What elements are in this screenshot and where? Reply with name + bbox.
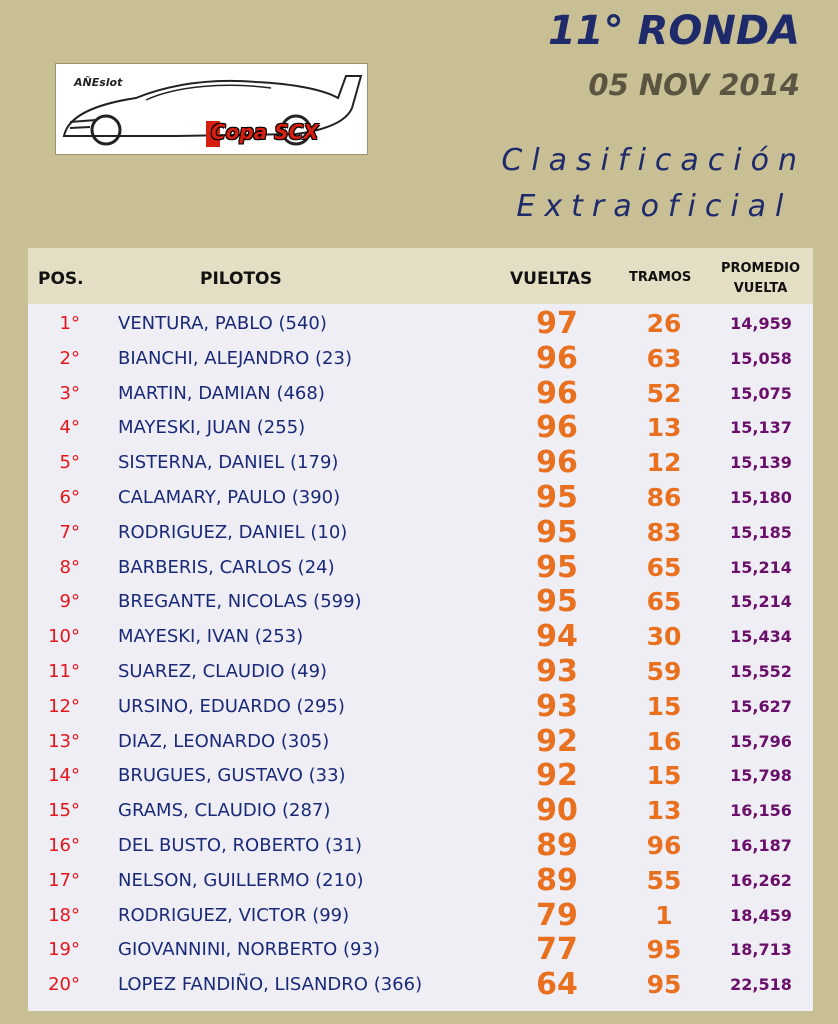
table-row bbox=[28, 585, 813, 620]
position-cell: 18° bbox=[48, 904, 80, 926]
laps-cell: 89 bbox=[536, 862, 578, 898]
sections-cell: 59 bbox=[646, 657, 682, 686]
sections-cell: 96 bbox=[646, 831, 682, 860]
lap-average-cell: 15,798 bbox=[730, 766, 792, 786]
sections-cell: 65 bbox=[646, 587, 682, 617]
brand-text: AÑEslot bbox=[74, 76, 123, 89]
table-row bbox=[28, 725, 813, 760]
position-cell: 6° bbox=[59, 487, 80, 508]
table-row bbox=[28, 620, 813, 655]
position-cell: 15° bbox=[48, 800, 80, 822]
header-pilotos: PILOTOS bbox=[200, 269, 282, 289]
lap-average-cell: 14,959 bbox=[730, 314, 792, 333]
header-promedio bbox=[708, 259, 813, 299]
table-row bbox=[28, 516, 813, 551]
pilot-name-cell: DEL BUSTO, ROBERTO (31) bbox=[118, 835, 362, 856]
lap-average-cell: 16,156 bbox=[730, 801, 792, 821]
pilot-name-cell: RODRIGUEZ, VICTOR (99) bbox=[118, 904, 350, 926]
sections-cell: 86 bbox=[646, 483, 682, 512]
sections-cell: 13 bbox=[646, 413, 682, 443]
pilot-name-cell: BIANCHI, ALEJANDRO (23) bbox=[118, 347, 352, 369]
pilot-name-cell: MAYESKI, JUAN (255) bbox=[118, 417, 306, 439]
table-row bbox=[28, 446, 813, 481]
position-cell: 20° bbox=[48, 974, 80, 996]
position-cell: 8° bbox=[59, 556, 80, 578]
lap-average-cell: 15,185 bbox=[730, 522, 792, 542]
sections-cell: 15 bbox=[646, 691, 682, 721]
pilot-name-cell: BRUGUES, GUSTAVO (33) bbox=[118, 765, 346, 787]
sections-cell: 30 bbox=[646, 622, 682, 652]
laps-cell: 96 bbox=[536, 340, 578, 376]
lap-average-cell: 16,187 bbox=[730, 836, 792, 855]
pilot-name-cell: VENTURA, PABLO (540) bbox=[118, 313, 327, 334]
table-row bbox=[28, 481, 813, 516]
laps-cell: 95 bbox=[536, 514, 578, 550]
position-cell: 14° bbox=[48, 765, 80, 787]
table-row bbox=[28, 968, 813, 1003]
sections-cell: 52 bbox=[646, 378, 682, 408]
laps-cell: 95 bbox=[536, 549, 578, 585]
position-cell: 13° bbox=[48, 730, 80, 752]
sections-cell: 12 bbox=[646, 448, 682, 478]
laps-cell: 92 bbox=[536, 723, 578, 759]
laps-cell: 96 bbox=[536, 410, 578, 446]
copa-scx-logo bbox=[55, 63, 368, 155]
laps-cell: 64 bbox=[536, 967, 578, 1003]
pilot-name-cell: SUAREZ, CLAUDIO (49) bbox=[118, 661, 328, 682]
table-row bbox=[28, 690, 813, 725]
pilot-name-cell: MARTIN, DAMIAN (468) bbox=[118, 382, 325, 404]
pilot-name-cell: LOPEZ FANDIÑO, LISANDRO (366) bbox=[118, 974, 423, 996]
header-pos: POS. bbox=[38, 269, 84, 289]
sections-cell: 16 bbox=[646, 726, 682, 756]
table-row bbox=[28, 794, 813, 829]
lap-average-cell: 15,075 bbox=[730, 383, 792, 403]
pilot-name-cell: SISTERNA, DANIEL (179) bbox=[118, 452, 339, 474]
sections-cell: 63 bbox=[646, 343, 682, 373]
pilot-name-cell: DIAZ, LEONARDO (305) bbox=[118, 730, 330, 752]
lap-average-cell: 22,518 bbox=[730, 975, 792, 995]
table-row bbox=[28, 933, 813, 968]
sections-cell: 95 bbox=[646, 935, 682, 965]
laps-cell: 93 bbox=[536, 688, 578, 724]
laps-cell: 96 bbox=[536, 375, 578, 411]
table-row bbox=[28, 551, 813, 586]
lap-average-cell: 15,137 bbox=[730, 418, 792, 438]
table-header bbox=[28, 248, 813, 304]
pilot-name-cell: MAYESKI, IVAN (253) bbox=[118, 626, 304, 648]
position-cell: 5° bbox=[59, 452, 80, 474]
sections-cell: 15 bbox=[646, 761, 682, 791]
header-vueltas: VUELTAS bbox=[510, 269, 593, 289]
table-row bbox=[28, 377, 813, 412]
laps-cell: 95 bbox=[536, 480, 578, 515]
pilot-name-cell: CALAMARY, PAULO (390) bbox=[118, 487, 341, 508]
lap-average-cell: 15,058 bbox=[730, 348, 792, 368]
position-cell: 12° bbox=[48, 695, 80, 717]
pilot-name-cell: BARBERIS, CARLOS (24) bbox=[118, 556, 335, 578]
position-cell: 19° bbox=[48, 939, 80, 961]
laps-cell: 77 bbox=[536, 932, 578, 968]
clasificacion-line-2: Extraoficial bbox=[516, 189, 793, 224]
table-row bbox=[28, 864, 813, 899]
sections-cell: 55 bbox=[646, 865, 682, 895]
lap-average-cell: 18,713 bbox=[730, 940, 792, 960]
lap-average-cell: 15,214 bbox=[730, 557, 792, 577]
pilot-name-cell: GRAMS, CLAUDIO (287) bbox=[118, 800, 331, 822]
pilot-name-cell: BREGANTE, NICOLAS (599) bbox=[118, 591, 362, 613]
sections-cell: 26 bbox=[646, 309, 682, 338]
header-promedio-line-1: PROMEDIO bbox=[720, 261, 801, 276]
sections-cell: 83 bbox=[646, 517, 682, 547]
laps-cell: 92 bbox=[536, 758, 578, 794]
position-cell: 7° bbox=[59, 521, 80, 543]
laps-cell: 90 bbox=[536, 793, 578, 829]
sections-cell: 95 bbox=[646, 970, 682, 1000]
table-row bbox=[28, 342, 813, 377]
clasificacion-line-1: Clasificación bbox=[501, 143, 806, 178]
table-row bbox=[28, 829, 813, 864]
table-row bbox=[28, 307, 813, 342]
table-row bbox=[28, 411, 813, 446]
position-cell: 16° bbox=[48, 835, 80, 856]
copa-text: Copa SCX bbox=[211, 120, 319, 144]
position-cell: 11° bbox=[48, 661, 80, 682]
ronda-title: 11° RONDA bbox=[547, 8, 800, 54]
laps-cell: 93 bbox=[536, 654, 578, 689]
lap-average-cell: 18,459 bbox=[730, 905, 792, 925]
header-tramos: TRAMOS bbox=[629, 270, 692, 285]
pilot-name-cell: RODRIGUEZ, DANIEL (10) bbox=[118, 521, 348, 543]
standings-table bbox=[28, 248, 813, 1011]
position-cell: 9° bbox=[59, 591, 80, 613]
sections-cell: 13 bbox=[646, 796, 682, 826]
sections-cell: 1 bbox=[655, 900, 673, 930]
lap-average-cell: 15,180 bbox=[730, 488, 792, 507]
lap-average-cell: 15,552 bbox=[730, 662, 792, 681]
position-cell: 4° bbox=[59, 417, 80, 439]
fecha-text: 05 NOV 2014 bbox=[588, 68, 800, 102]
sections-cell: 65 bbox=[646, 552, 682, 582]
lap-average-cell: 15,796 bbox=[730, 731, 792, 751]
pilot-name-cell: NELSON, GUILLERMO (210) bbox=[118, 869, 364, 891]
position-cell: 17° bbox=[48, 869, 80, 891]
clasificacion-title bbox=[501, 138, 806, 230]
position-cell: 1° bbox=[59, 313, 80, 334]
laps-cell: 96 bbox=[536, 445, 578, 481]
laps-cell: 94 bbox=[536, 619, 578, 655]
pilot-name-cell: GIOVANNINI, NORBERTO (93) bbox=[118, 939, 380, 961]
table-row bbox=[28, 899, 813, 934]
laps-cell: 89 bbox=[536, 828, 578, 863]
laps-cell: 95 bbox=[536, 584, 578, 620]
lap-average-cell: 16,262 bbox=[730, 870, 792, 890]
lap-average-cell: 15,434 bbox=[730, 627, 792, 647]
lap-average-cell: 15,214 bbox=[730, 592, 792, 612]
table-row bbox=[28, 759, 813, 794]
lap-average-cell: 15,139 bbox=[730, 453, 792, 473]
pilot-name-cell: URSINO, EDUARDO (295) bbox=[118, 695, 345, 717]
position-cell: 10° bbox=[48, 626, 80, 648]
laps-cell: 79 bbox=[536, 897, 578, 933]
position-cell: 3° bbox=[59, 382, 80, 404]
position-cell: 2° bbox=[59, 347, 80, 369]
table-row bbox=[28, 655, 813, 690]
header-promedio-line-2: VUELTA bbox=[733, 281, 788, 296]
lap-average-cell: 15,627 bbox=[730, 696, 792, 716]
laps-cell: 97 bbox=[536, 306, 578, 341]
